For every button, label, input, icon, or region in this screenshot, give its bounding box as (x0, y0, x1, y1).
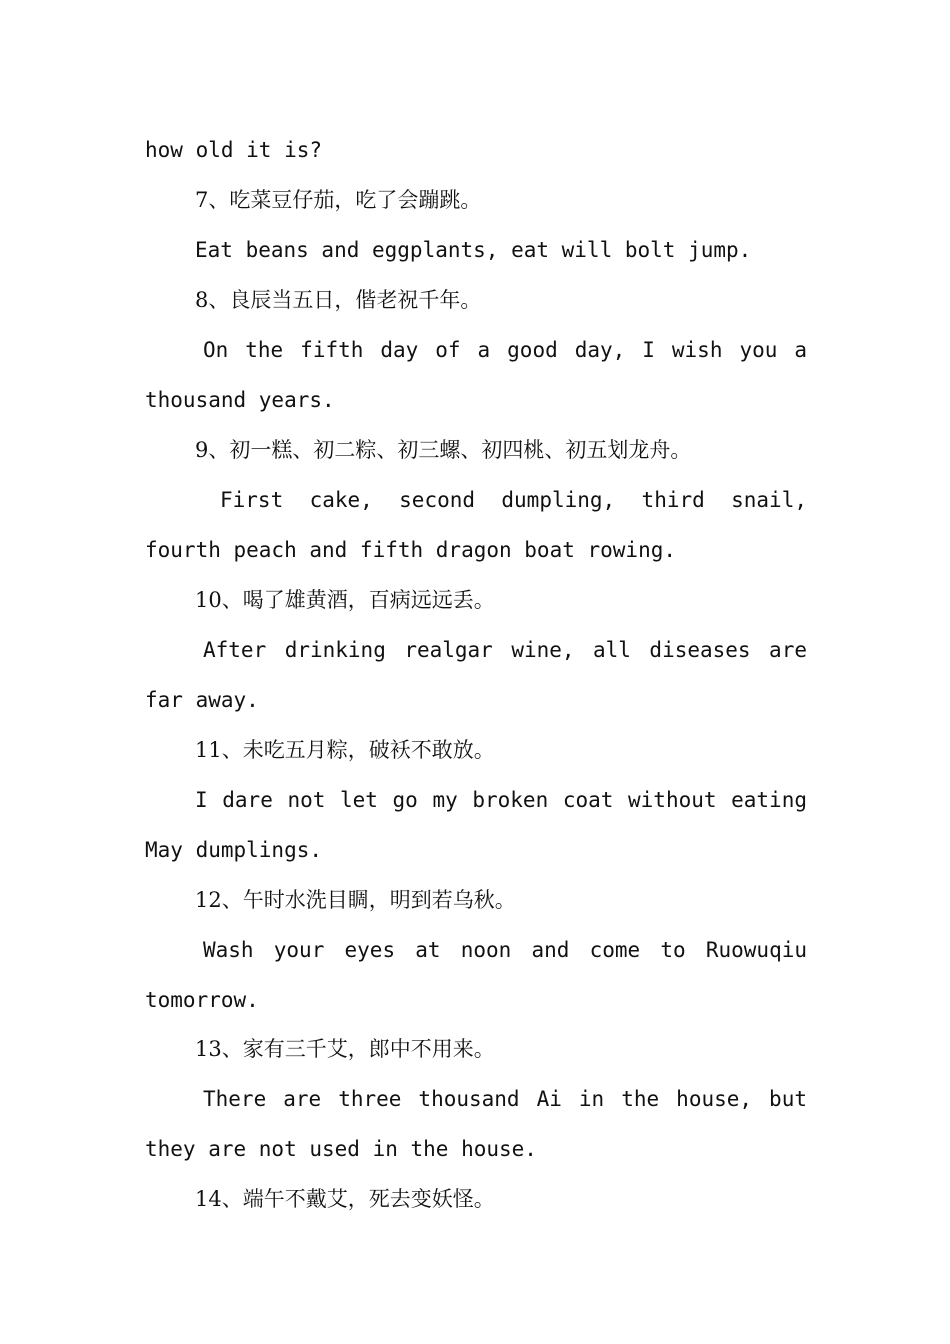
proverb-10-english-line-2: far away. (145, 688, 259, 712)
proverb-12-english-line-1: Wash your eyes at noon and come to Ruowuqiu (203, 938, 807, 962)
proverb-9-english-line-1: First cake, second dumpling, third snail, (220, 488, 807, 512)
proverb-12-chinese: 12、午时水洗目睭，明到若乌秋。 (195, 888, 516, 912)
proverb-13-english-line-2: they are not used in the house. (145, 1137, 537, 1161)
proverb-11-chinese: 11、未吃五月粽，破袄不敢放。 (195, 738, 495, 762)
proverb-13-chinese: 13、家有三千艾，郎中不用来。 (195, 1037, 495, 1061)
proverb-9-english-line-2: fourth peach and fifth dragon boat rowing. (145, 538, 677, 562)
proverb-7-english: Eat beans and eggplants, eat will bolt jump. (195, 238, 752, 262)
proverb-11-english-line-2: May dumplings. (145, 838, 323, 862)
proverb-12-english-line-2: tomorrow. (145, 988, 259, 1012)
text-line-1: how old it is? (145, 138, 323, 162)
proverb-8-english-line-2: thousand years. (145, 388, 335, 412)
proverb-8-chinese: 8、良辰当五日，偕老祝千年。 (195, 288, 482, 312)
proverb-13-english-line-1: There are three thousand Ai in the house, but (203, 1087, 807, 1111)
proverb-14-chinese: 14、端午不戴艾，死去变妖怪。 (195, 1187, 495, 1211)
proverb-9-chinese: 9、初一糕、初二粽、初三螺、初四桃、初五划龙舟。 (195, 438, 692, 462)
proverb-10-chinese: 10、喝了雄黄酒，百病远远丢。 (195, 588, 495, 612)
proverb-7-chinese: 7、吃菜豆仔茄，吃了会蹦跳。 (195, 188, 482, 212)
proverb-10-english-line-1: After drinking realgar wine, all diseases are (203, 638, 807, 662)
proverb-8-english-line-1: On the fifth day of a good day, I wish you a (203, 338, 807, 362)
proverb-11-english-line-1: I dare not let go my broken coat without eating (195, 788, 807, 812)
